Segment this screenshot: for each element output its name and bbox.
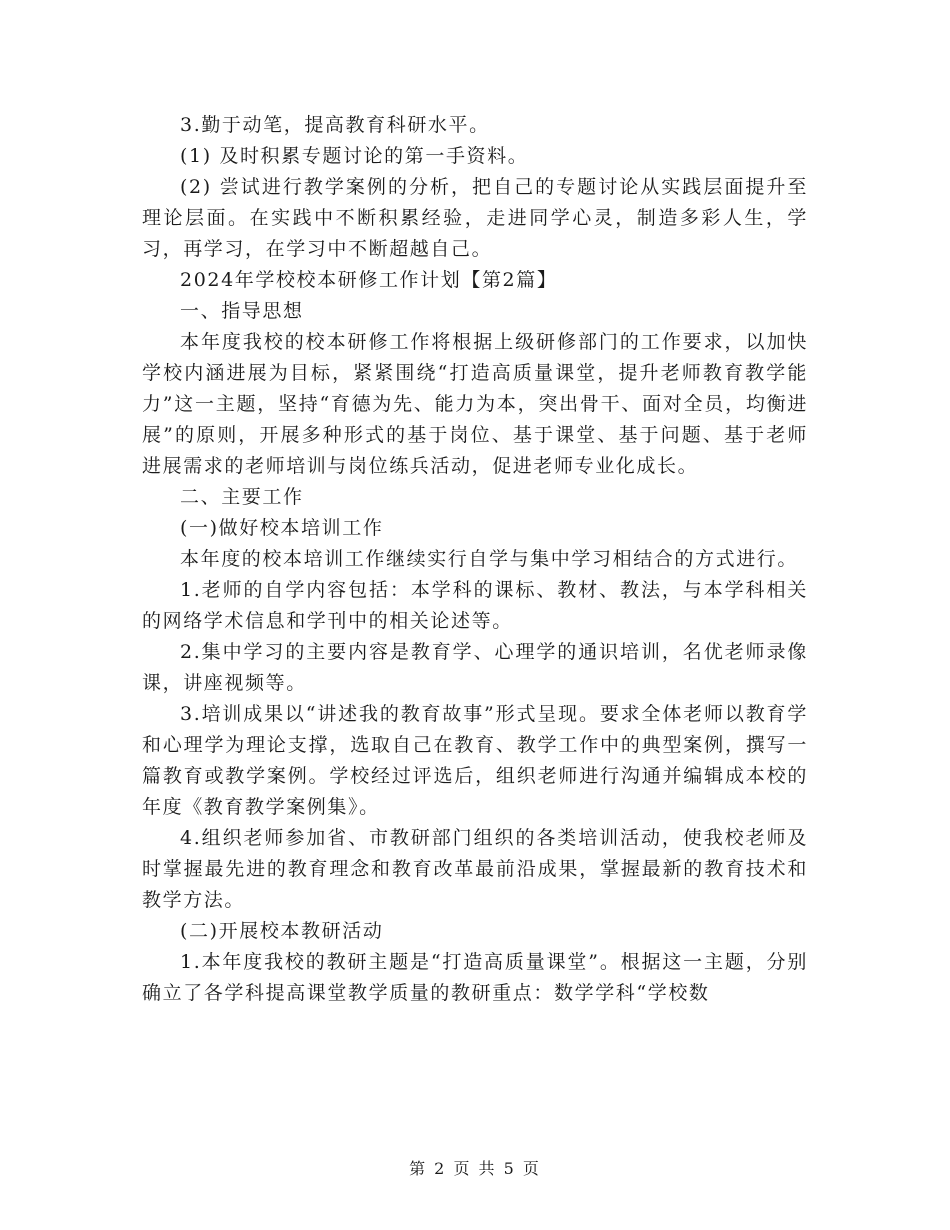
paragraph-research-1: 1.本年度我校的教研主题是“打造高质量课堂”。根据这一主题，分别确立了各学科提高课堂教学质量的教研重点：数学学科“学校数 — [142, 951, 808, 1004]
page-number-footer: 第 2 页 共 5 页 — [409, 1159, 541, 1178]
paragraph-sub-1: (1) 及时积累专题讨论的第一手资料。 — [180, 145, 529, 167]
paragraph-training-intro: 本年度的校本培训工作继续实行自学与集中学习相结合的方式进行。 — [180, 548, 799, 570]
subheading-research: (二)开展校本教研活动 — [180, 920, 384, 942]
section-title: 2024年学校校本研修工作计划【第2篇】 — [180, 269, 558, 291]
paragraph-training-3: 3.培训成果以“讲述我的教育故事”形式呈现。要求全体老师以教育学和心理学为理论支撑，选取自己在教育、教学工作中的典型案例，撰写一篇教育或教学案例。学校经过评选后，组织老师进行沟通并编辑成本校的年度《教育教学案例集》。 — [142, 703, 808, 818]
paragraph-training-2: 2.集中学习的主要内容是教育学、心理学的通识培训，名优老师录像课，讲座视频等。 — [142, 641, 808, 694]
document-body — [142, 110, 808, 1009]
paragraph-sub-2: (2) 尝试进行教学案例的分析，把自己的专题讨论从实践层面提升至理论层面。在实践中不断积累经验，走进同学心灵，制造多彩人生，学习，再学习，在学习中不断超越自己。 — [142, 176, 808, 260]
paragraph-training-4: 4.组织老师参加省、市教研部门组织的各类培训活动，使我校老师及时掌握最先进的教育理念和教育改革最前沿成果，掌握最新的教育技术和教学方法。 — [142, 827, 808, 911]
paragraph-item-3: 3.勤于动笔，提高教育科研水平。 — [180, 114, 490, 136]
subheading-training: (一)做好校本培训工作 — [180, 517, 384, 539]
paragraph-training-1: 1.老师的自学内容包括：本学科的课标、教材、教法，与本学科相关的网络学术信息和学刊中的相关论述等。 — [142, 579, 808, 632]
heading-guiding-thought: 一、指导思想 — [180, 300, 304, 322]
paragraph-guiding-thought: 本年度我校的校本研修工作将根据上级研修部门的工作要求，以加快学校内涵进展为目标，紧紧围绕“打造高质量课堂，提升老师教育教学能力”这一主题，坚持“育德为先、能力为本，突出骨干、面对全员，均衡进展”的原则，开展多种形式的基于岗位、基于课堂、基于问题、基于老师进展需求的老师培训与岗位练兵活动，促进老师专业化成长。 — [142, 331, 808, 477]
heading-main-work: 二、主要工作 — [180, 486, 304, 508]
